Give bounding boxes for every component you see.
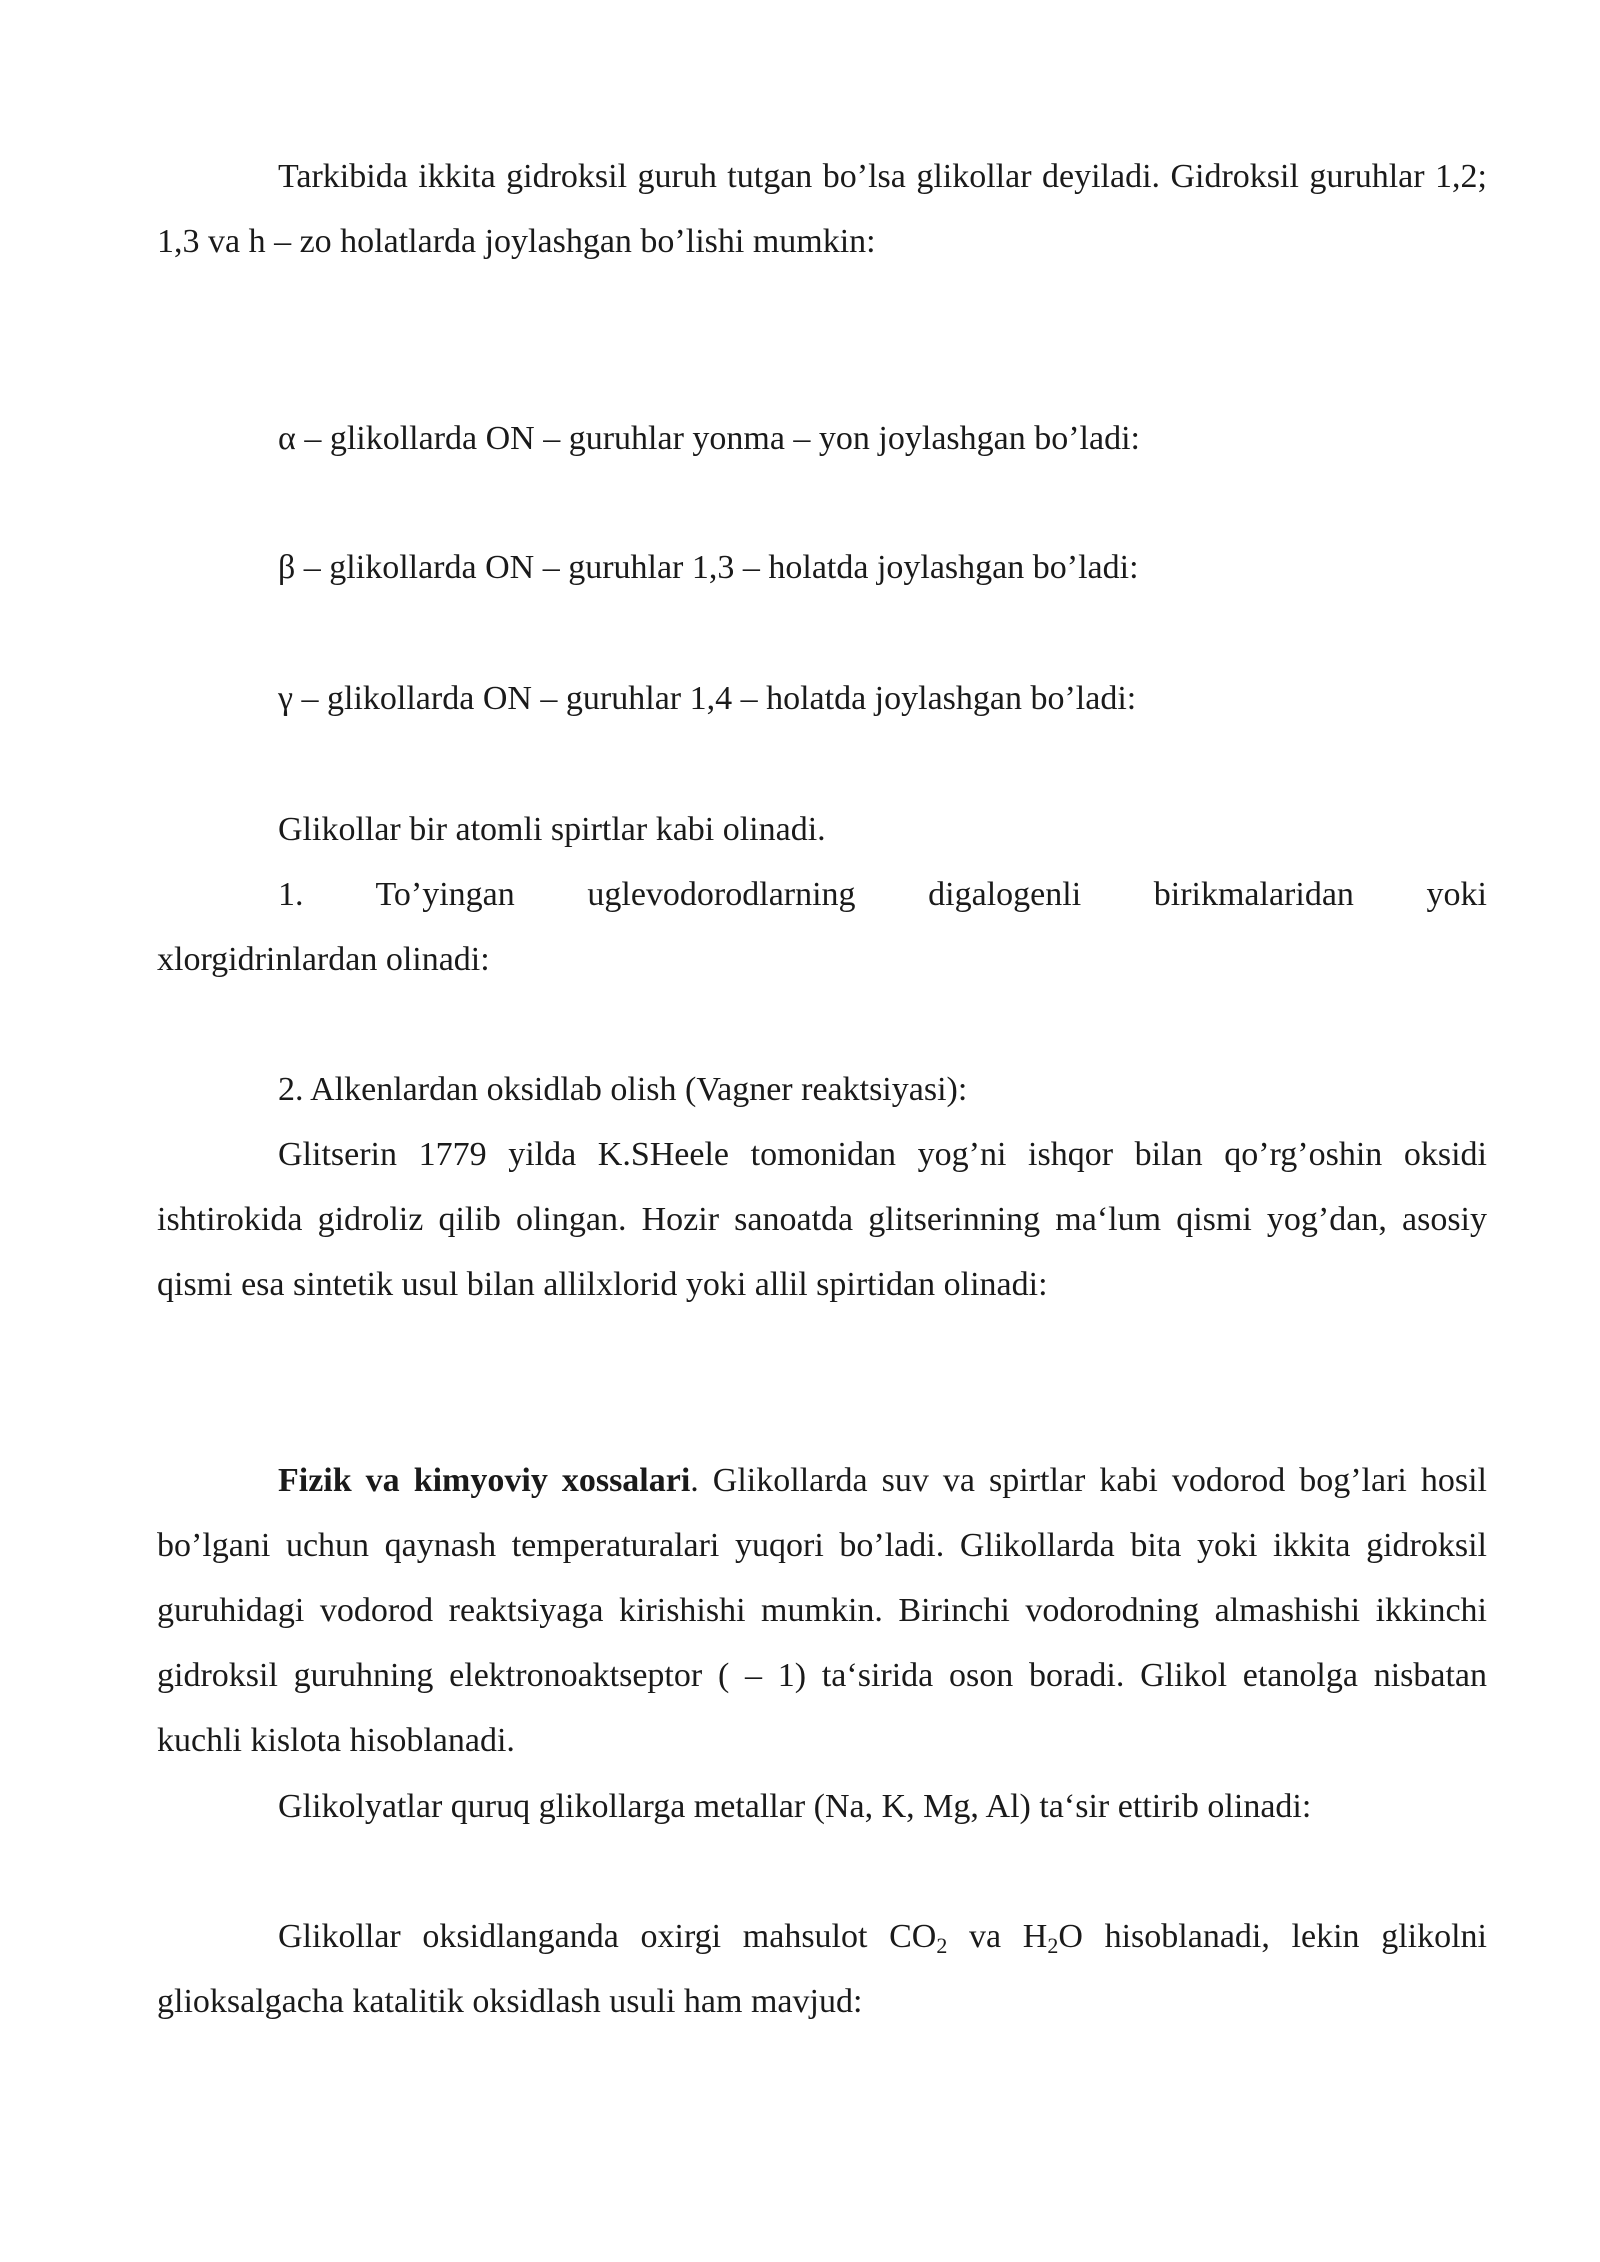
oxidation-text-3: O hisoblanadi, lekin glikolni glioksalgacha katalitik oksidlash usuli ham mavjud:	[157, 1918, 1487, 2020]
beta-glycol-line: β – glikollarda ON – guruhlar 1,3 – holatda joylashgan bo’ladi:	[278, 549, 1139, 586]
oxidation-paragraph	[157, 1904, 1487, 2034]
glycerin-text: Glitserin 1779 yilda K.SHeele tomonidan yog’ni ishqor bilan qo’rg’oshin oksidi ishtirokida gidroliz qilib olingan. Hozir sanoatda glitserinning ma‘lum qismi yog’dan, asosiy qismi esa sintetik usul bilan allilxlorid yoki allil spirtidan olinadi:	[157, 1136, 1487, 1303]
properties-paragraph	[157, 1448, 1487, 1773]
alpha-glycol-line: α – glikollarda ON – guruhlar yonma – yon joylashgan bo’ladi:	[278, 420, 1140, 457]
gamma-glycol-line: γ – glikollarda ON – guruhlar 1,4 – holatda joylashgan bo’ladi:	[278, 680, 1137, 717]
glycolates-line: Glikolyatlar quruq glikollarga metallar (Na, K, Mg, Al) ta‘sir ettirib olinadi:	[278, 1788, 1312, 1825]
oxidation-text-2: va H	[947, 1918, 1048, 1955]
properties-heading: Fizik va kimyoviy xossalari	[278, 1462, 691, 1499]
glycerin-paragraph	[157, 1122, 1487, 1317]
method-1-line: 1. To’yingan uglevodorodlarning digalogenli birikmalaridan yoki	[278, 876, 1487, 913]
oxidation-subscript-1: 2	[936, 1933, 948, 1958]
method-2-line: 2. Alkenlardan oksidlab olish (Vagner reaktsiyasi):	[278, 1071, 968, 1108]
intro-text: Tarkibida ikkita gidroksil guruh tutgan bo’lsa glikollar deyiladi. Gidroksil guruhlar 1,2; 1,3 va h – zo holatlarda joylashgan bo’lishi mumkin:	[157, 158, 1487, 260]
obtain-line: Glikollar bir atomli spirtlar kabi olinadi.	[278, 811, 826, 848]
oxidation-subscript-2: 2	[1047, 1933, 1059, 1958]
properties-text: . Glikollarda suv va spirtlar kabi vodorod bog’lari hosil bo’lgani uchun qaynash temperaturalari yuqori bo’ladi. Glikollarda bita yoki ikkita gidroksil guruhidagi vodorod reaktsiyaga kirishishi mumkin. Birinchi vodorodning almashishi ikkinchi gidroksil guruhning elektronoaktseptor ( – 1) ta‘sirida oson boradi. Glikol etanolga nisbatan kuchli kislota hisoblanadi.	[157, 1462, 1487, 1759]
method-1-continuation: xlorgidrinlardan olinadi:	[157, 941, 490, 978]
oxidation-text-1: Glikollar oksidlanganda oxirgi mahsulot CO	[278, 1918, 937, 1955]
intro-paragraph	[157, 144, 1487, 274]
